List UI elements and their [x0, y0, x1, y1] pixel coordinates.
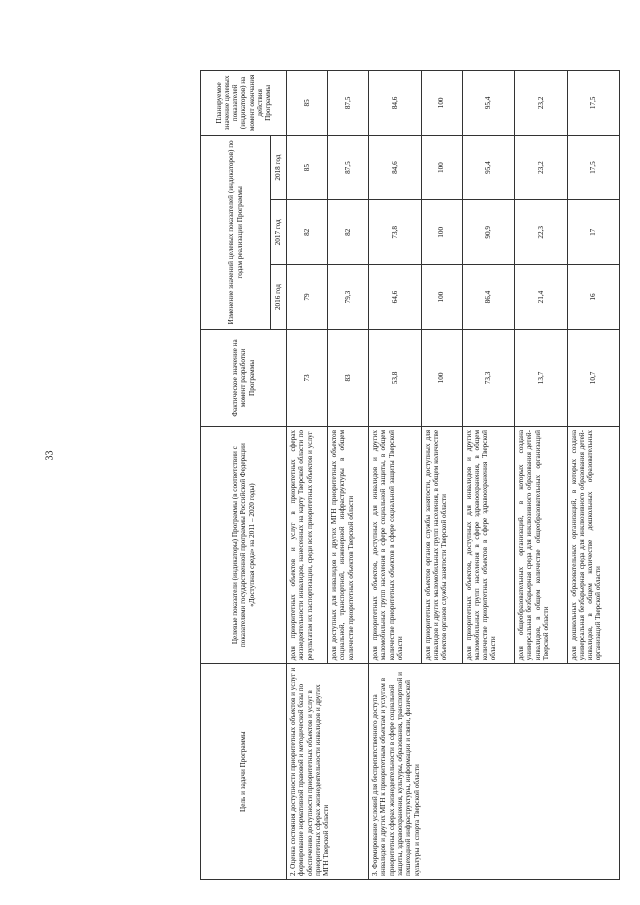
indicator-cell: доля доступных для инвалидов и других МГН приоритетных объектов социальной, транспортной, инженерной инфраструктуры в общем количестве приоритетных объектов Тверской области	[328, 426, 369, 663]
y2017-cell: 22,3	[515, 200, 567, 265]
table-row	[369, 71, 421, 880]
document-table-rotated	[200, 70, 620, 880]
header-2017: 2017 год	[271, 200, 287, 265]
table-row	[287, 71, 328, 880]
page-number: 33	[44, 450, 56, 461]
y2018-cell: 84,6	[369, 135, 421, 200]
y2016-cell: 21,4	[515, 265, 567, 330]
y2016-cell: 64,6	[369, 265, 421, 330]
y2018-cell: 87,5	[328, 135, 369, 200]
header-change: Изменение значений целевых показателей (индикаторов) по годам реализации Программы	[201, 135, 271, 329]
indicator-cell: доля общеобразовательных организаций, в которых создана универсальная безбарьерная среда для инклюзивного образования детей-инвалидов, в общем количестве общеобразовательных организаций Тверской области	[515, 426, 567, 663]
y2017-cell: 100	[421, 200, 462, 265]
planned-cell: 85	[287, 71, 328, 136]
planned-cell: 100	[421, 71, 462, 136]
indicator-cell: доля приоритетных объектов, доступных для инвалидов и других маломобильных групп населения в сфере здравоохранения, в общем количестве приоритетных объектов в сфере здравоохранения Тверской области	[462, 426, 514, 663]
y2018-cell: 100	[421, 135, 462, 200]
header-actual: Фактическое значение на момент разработки Программы	[201, 329, 287, 426]
y2018-cell: 85	[287, 135, 328, 200]
y2017-cell: 90,9	[462, 200, 514, 265]
y2016-cell: 86,4	[462, 265, 514, 330]
y2017-cell: 82	[287, 200, 328, 265]
y2016-cell: 100	[421, 265, 462, 330]
y2016-cell: 79,3	[328, 265, 369, 330]
actual-cell: 83	[328, 329, 369, 426]
y2018-cell: 95,4	[462, 135, 514, 200]
indicator-cell: доля приоритетных объектов и услуг в приоритетных сферах жизнедеятельности инвалидов, нанесенных на карту Тверской области по результатам их паспортизации, среди всех приоритетных объектов и услуг	[287, 426, 328, 663]
actual-cell: 13,7	[515, 329, 567, 426]
indicators-table	[200, 70, 620, 880]
header-goal: Цель и задачи Программы	[201, 664, 287, 880]
header-2016: 2016 год	[271, 265, 287, 330]
y2018-cell: 23,2	[515, 135, 567, 200]
planned-cell: 95,4	[462, 71, 514, 136]
y2016-cell: 79	[287, 265, 328, 330]
actual-cell: 100	[421, 329, 462, 426]
actual-cell: 73,3	[462, 329, 514, 426]
actual-cell: 10,7	[567, 329, 620, 426]
indicator-cell: доля приоритетных объектов, доступных для инвалидов и других маломобильных групп населения в сфере социальной защиты, в общем количестве приоритетных объектов в сфере социальной защиты Тверской области	[369, 426, 421, 663]
actual-cell: 53,8	[369, 329, 421, 426]
y2017-cell: 73,8	[369, 200, 421, 265]
planned-cell: 17,5	[567, 71, 620, 136]
y2017-cell: 17	[567, 200, 620, 265]
header-indicators: Целевые показатели (индикаторы) Программы (в соответствии с показателями государственной программы Российской Федерации «Доступная среда» на 2011 – 2020 годы)	[201, 426, 287, 663]
actual-cell: 73	[287, 329, 328, 426]
header-planned: Планируемое значение целевых показателей (индикаторов) на момент окончания действия Программы	[201, 71, 287, 136]
indicator-cell: доля дошкольных образовательных организаций, в которых создана универсальная безбарьерная среда для инклюзивного образования детей-инвалидов, в общем количестве дошкольных образовательных организаций Тверской области	[567, 426, 620, 663]
goal-cell: 2. Оценка состояния доступности приоритетных объектов и услуг и формирование нормативной правовой и методической базы по обеспечению доступности приоритетных объектов и услуг в приоритетных сферах жизнедеятельности инвалидов и других МГН Тверской области	[287, 664, 369, 880]
y2018-cell: 17,5	[567, 135, 620, 200]
header-2018: 2018 год	[271, 135, 287, 200]
goal-cell: 3. Формирование условий для беспрепятственного доступа инвалидов и других МГН к приоритетным объектам и услугам в приоритетных сферах жизнедеятельности в сфере социальной защиты, здравоохранения, культуры, образования, транспортной и пешеходной инфраструктуры, информации и связи, физической культуры и спорта Тверской области	[369, 664, 620, 880]
planned-cell: 87,5	[328, 71, 369, 136]
planned-cell: 23,2	[515, 71, 567, 136]
indicator-cell: доля приоритетных объектов органов службы занятости, доступных для инвалидов и других маломобильных групп населения, в общем количестве объектов органов службы занятости Тверской области	[421, 426, 462, 663]
y2017-cell: 82	[328, 200, 369, 265]
y2016-cell: 16	[567, 265, 620, 330]
planned-cell: 84,6	[369, 71, 421, 136]
